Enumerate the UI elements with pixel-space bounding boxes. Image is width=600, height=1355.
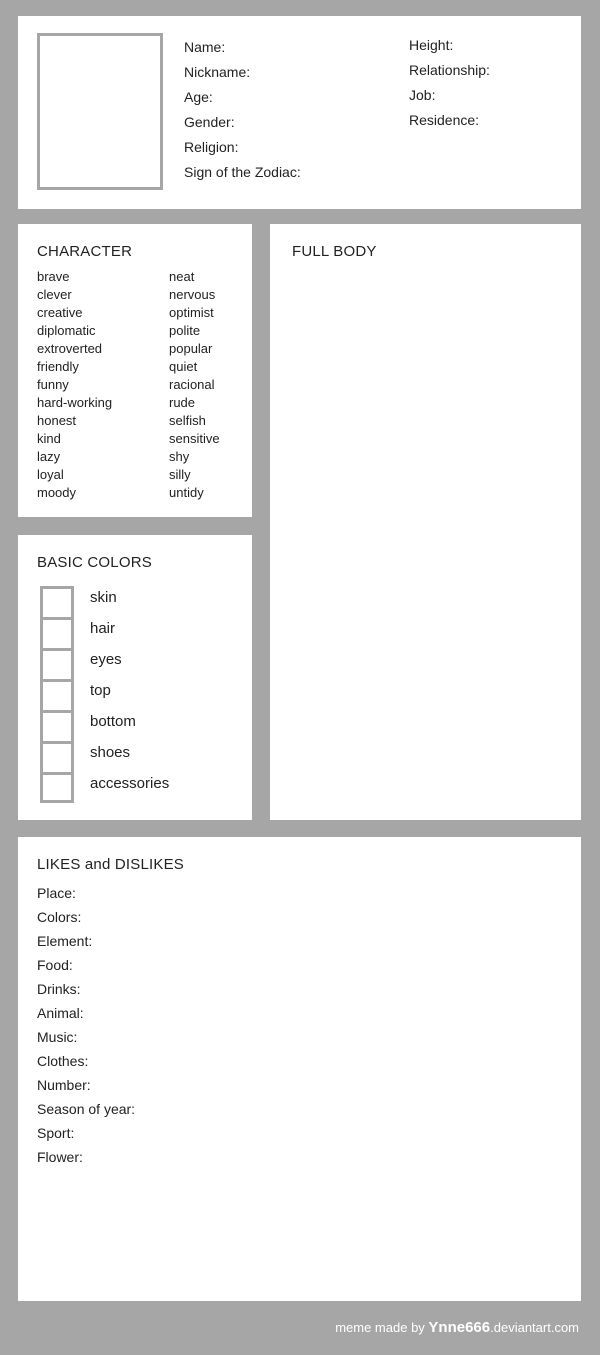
likes-item: Drinks: [37,981,81,997]
color-swatch-box [40,586,74,617]
field-religion-label: Religion: [184,139,239,155]
trait-item: neat [169,269,195,284]
color-swatch-box [40,772,74,803]
trait-item: funny [37,377,69,392]
color-swatch-box [40,617,74,648]
color-swatch-label: skin [90,589,117,606]
trait-item: lazy [37,449,61,464]
trait-item: loyal [37,467,64,482]
field-relationship-label: Relationship: [409,62,490,78]
likes-item: Animal: [37,1005,84,1021]
trait-item: hard-working [37,395,113,410]
profile-fields-right [409,36,490,136]
likes-dislikes-panel [18,837,581,1301]
trait-item: diplomatic [37,323,96,338]
color-swatch-label: bottom [90,713,136,730]
likes-list [37,884,135,1172]
trait-item: shy [169,449,190,464]
likes-item: Place: [37,885,76,901]
field-name-label: Name: [184,39,226,55]
trait-item: honest [37,413,77,428]
credit-prefix: meme made by [335,1320,425,1335]
likes-item: Colors: [37,909,82,925]
field-gender-label: Gender: [184,114,235,130]
color-swatch-label: eyes [90,651,122,668]
color-swatch-box [40,741,74,772]
trait-item: rude [169,395,196,410]
trait-item: brave [37,269,70,284]
color-swatch-box [40,648,74,679]
likes-item: Number: [37,1077,91,1093]
trait-item: friendly [37,359,79,374]
trait-item: nervous [169,287,216,302]
full-body-panel [270,224,581,820]
trait-item: untidy [169,485,204,500]
color-swatch-label: hair [90,620,116,637]
credit-footer [335,1319,579,1336]
character-title: CHARACTER [37,243,133,260]
likes-item: Sport: [37,1125,75,1141]
traits-right-list [169,269,220,503]
color-swatch-label: top [90,682,111,699]
color-swatch-box [40,710,74,741]
traits-left-list [37,269,112,503]
trait-item: moody [37,485,77,500]
likes-item: Element: [37,933,93,949]
trait-item: creative [37,305,83,320]
trait-item: clever [37,287,72,302]
credit-suffix: .deviantart.com [490,1320,579,1335]
color-swatch-label: accessories [90,775,170,792]
trait-item: optimist [169,305,214,320]
trait-item: polite [169,323,201,338]
color-swatch-label: shoes [90,744,131,761]
trait-item: extroverted [37,341,103,356]
basic-colors-title: BASIC COLORS [37,554,152,571]
field-age-label: Age: [184,89,213,105]
trait-item: quiet [169,359,198,374]
field-height-label: Height: [409,37,454,53]
likes-item: Food: [37,957,73,973]
likes-item: Season of year: [37,1101,136,1117]
trait-item: silly [169,467,191,482]
likes-item: Music: [37,1029,78,1045]
likes-item: Clothes: [37,1053,89,1069]
likes-item: Flower: [37,1149,83,1165]
character-panel [18,224,252,517]
likes-title: LIKES and DISLIKES [37,856,185,873]
trait-item: popular [169,341,213,356]
color-swatch-box [40,679,74,710]
profile-panel [18,16,581,209]
full-body-title: FULL BODY [292,243,377,260]
portrait-frame [37,33,163,190]
trait-item: selfish [169,413,206,428]
trait-item: kind [37,431,61,446]
trait-item: racional [169,377,215,392]
credit-author: Ynne666 [428,1319,491,1336]
basic-colors-panel [18,535,252,820]
field-residence-label: Residence: [409,112,480,128]
field-nickname-label: Nickname: [184,64,251,80]
field-job-label: Job: [409,87,436,103]
trait-item: sensitive [169,431,220,446]
profile-fields-left [184,38,301,188]
field-zodiac-label: Sign of the Zodiac: [184,164,301,180]
